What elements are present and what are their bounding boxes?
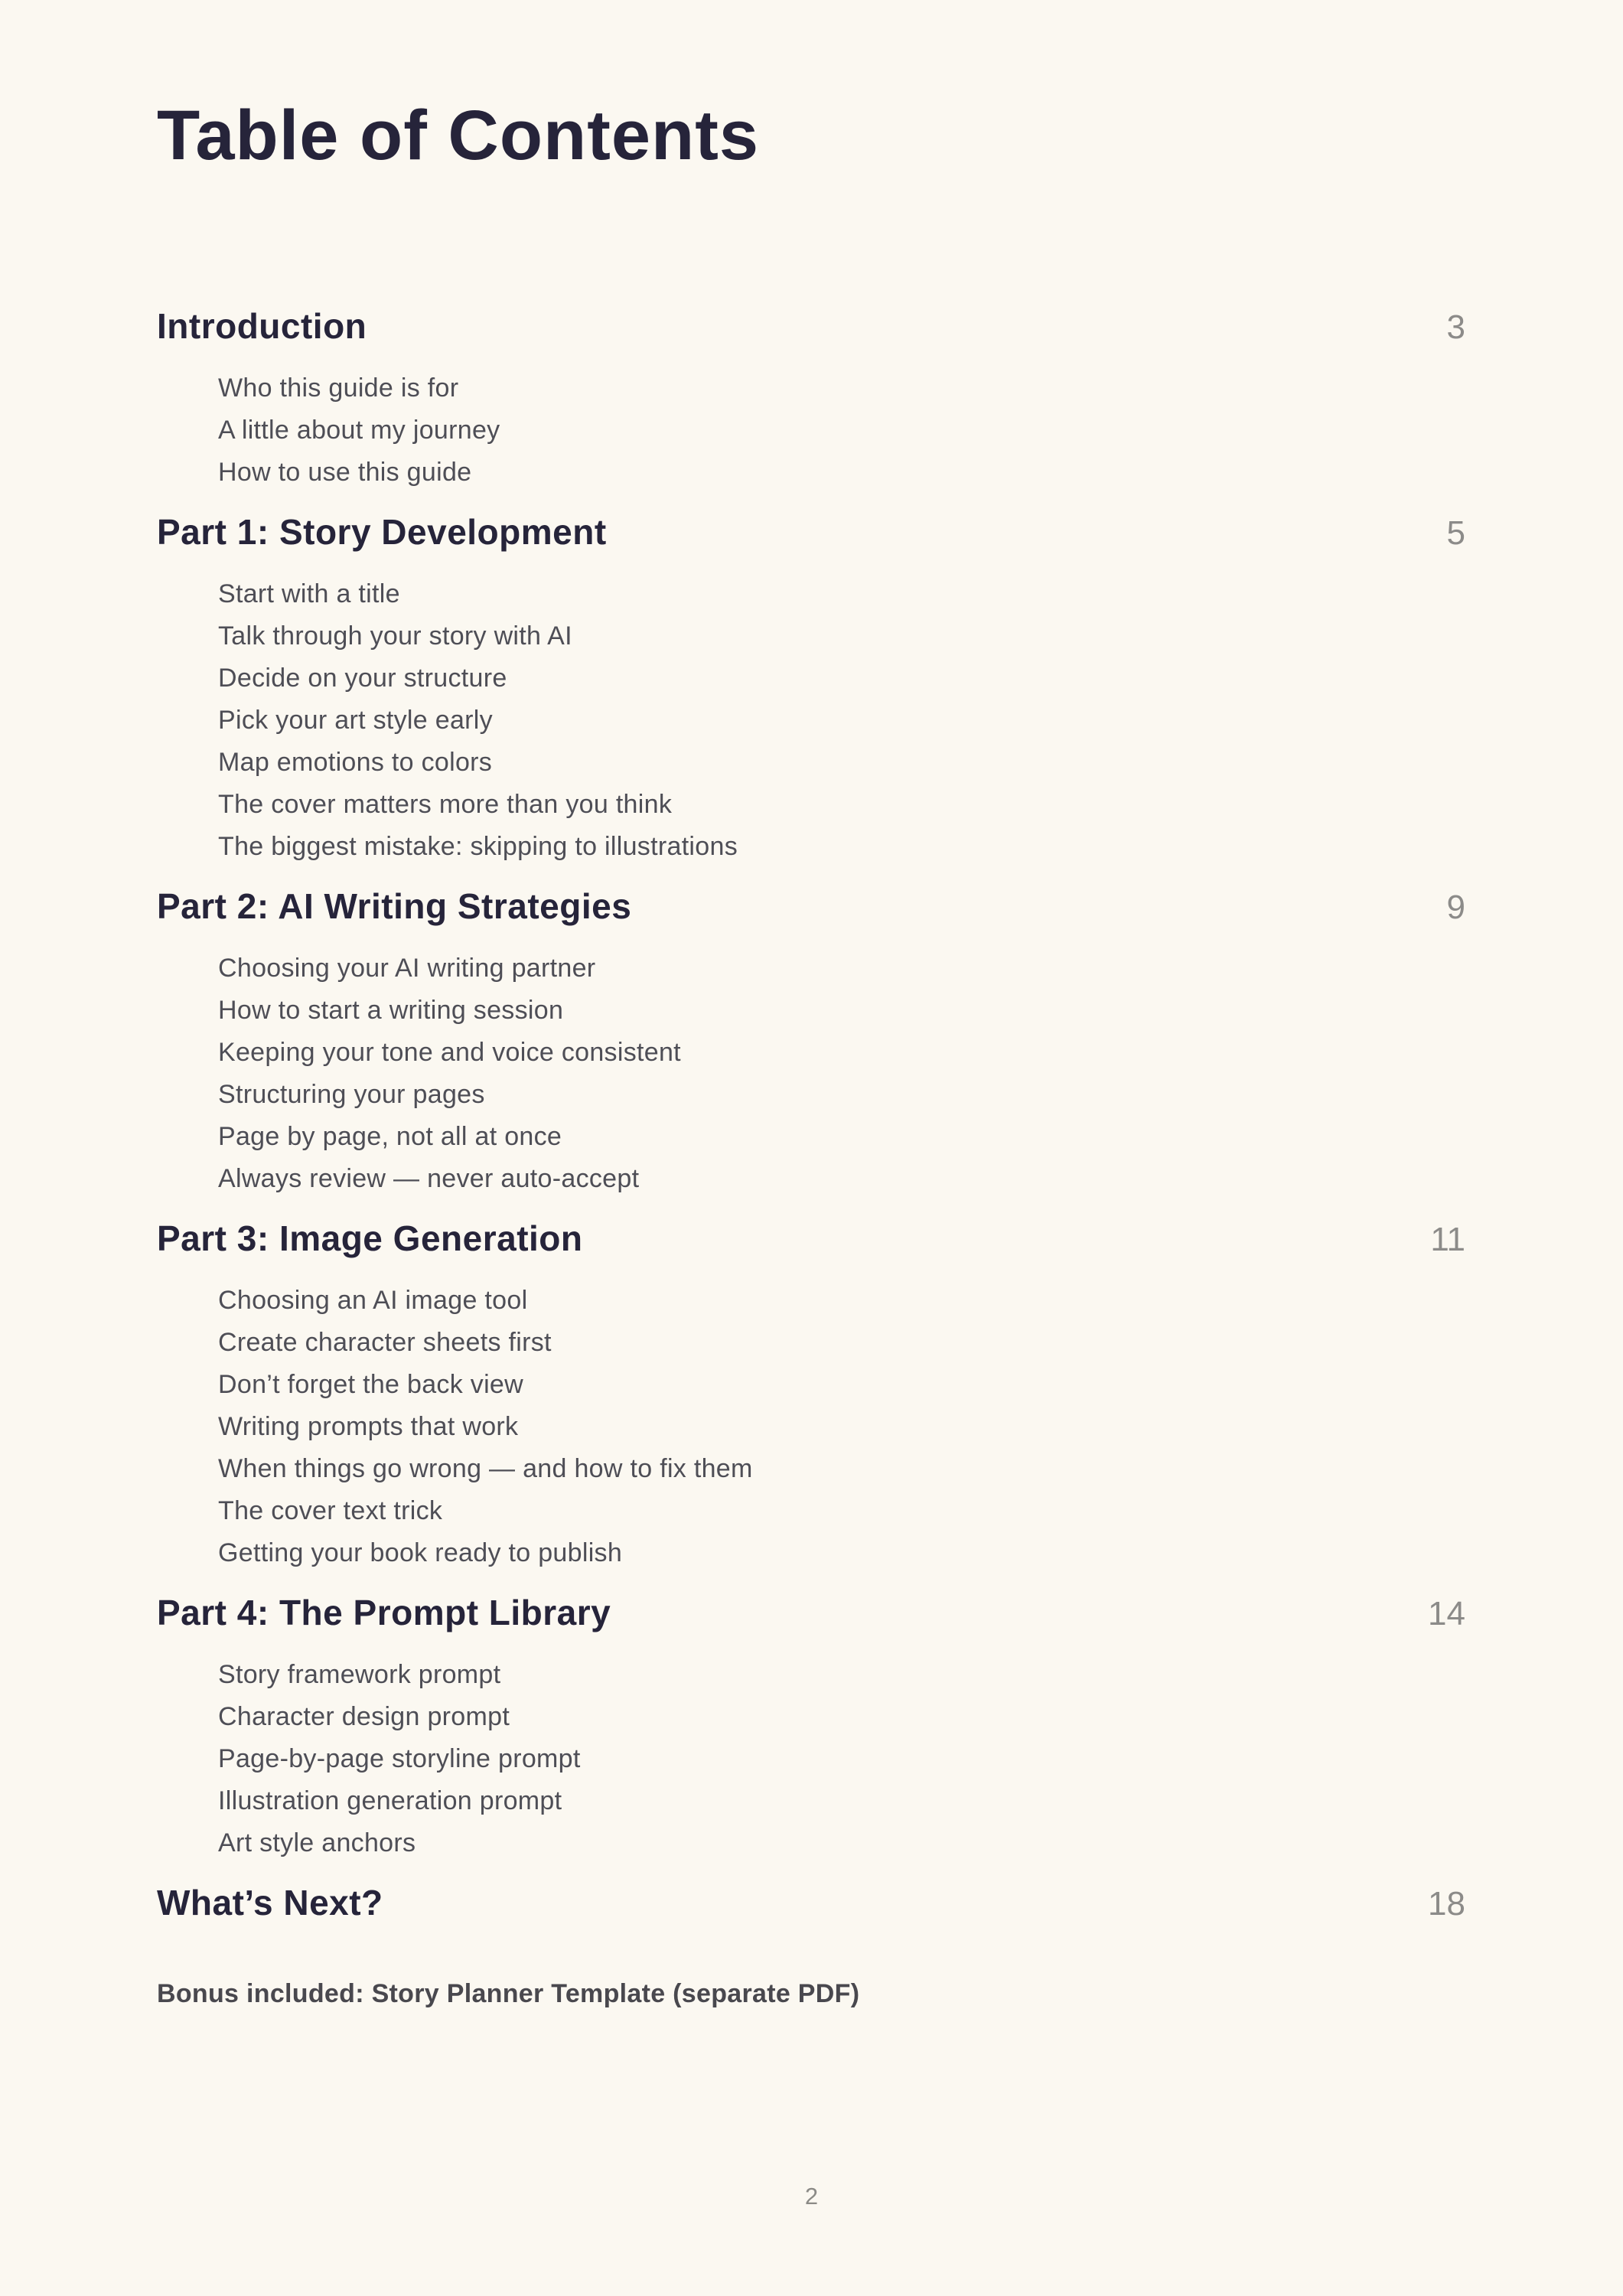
section-page-number: 11: [1430, 1221, 1465, 1258]
section-page-number: 5: [1446, 514, 1465, 552]
toc-section: [157, 1881, 1465, 1926]
toc-item[interactable]: Illustration generation prompt: [218, 1786, 562, 1815]
toc-item[interactable]: Story framework prompt: [218, 1660, 501, 1689]
toc-item[interactable]: Page-by-page storyline prompt: [218, 1744, 581, 1773]
toc-item[interactable]: Decide on your structure: [218, 664, 507, 693]
toc-section-list: [157, 305, 1465, 1926]
toc-item[interactable]: How to start a writing session: [218, 996, 564, 1025]
toc-item[interactable]: Keeping your tone and voice consistent: [218, 1038, 681, 1067]
section-page-number: 14: [1428, 1595, 1465, 1632]
toc-item[interactable]: Create character sheets first: [218, 1328, 552, 1357]
section-items: [157, 573, 1465, 868]
toc-item[interactable]: Map emotions to colors: [218, 748, 493, 777]
toc-section: [157, 510, 1465, 868]
section-page-number: 3: [1446, 308, 1465, 346]
toc-section: [157, 1591, 1465, 1864]
toc-item[interactable]: Character design prompt: [218, 1702, 510, 1731]
toc-section: [157, 1217, 1465, 1574]
section-title[interactable]: Introduction: [157, 306, 367, 346]
footer-page-number: 2: [804, 2183, 819, 2210]
section-page-number: 18: [1428, 1885, 1465, 1923]
toc-section-row[interactable]: [157, 1217, 1465, 1261]
section-items: [157, 1654, 1465, 1864]
section-title[interactable]: Part 2: AI Writing Strategies: [157, 886, 632, 926]
toc-section-row[interactable]: [157, 1881, 1465, 1926]
toc-item[interactable]: Getting your book ready to publish: [218, 1538, 623, 1567]
toc-item[interactable]: The biggest mistake: skipping to illustrations: [218, 832, 738, 861]
section-title[interactable]: Part 1: Story Development: [157, 512, 607, 552]
toc-item[interactable]: Choosing an AI image tool: [218, 1286, 528, 1315]
bonus-note: Bonus included: Story Planner Template (separate PDF): [157, 1979, 860, 2008]
toc-section: [157, 885, 1465, 1200]
section-items: [157, 367, 1465, 494]
toc-section-row[interactable]: [157, 1591, 1465, 1636]
toc-item[interactable]: The cover text trick: [218, 1496, 443, 1525]
toc-item[interactable]: How to use this guide: [218, 458, 472, 487]
section-items: [157, 947, 1465, 1200]
page-title: Table of Contents: [157, 96, 760, 174]
toc-item[interactable]: Structuring your pages: [218, 1080, 485, 1109]
toc-item[interactable]: When things go wrong — and how to fix them: [218, 1454, 753, 1483]
section-title[interactable]: What’s Next?: [157, 1883, 383, 1923]
toc-item[interactable]: A little about my journey: [218, 416, 500, 445]
toc-section: [157, 305, 1465, 494]
section-page-number: 9: [1446, 889, 1465, 926]
toc-item[interactable]: Who this guide is for: [218, 373, 459, 403]
toc-item[interactable]: Don’t forget the back view: [218, 1370, 523, 1399]
toc-item[interactable]: Art style anchors: [218, 1828, 416, 1857]
section-title[interactable]: Part 4: The Prompt Library: [157, 1593, 611, 1632]
toc-item[interactable]: Writing prompts that work: [218, 1412, 519, 1441]
toc-item[interactable]: Pick your art style early: [218, 706, 493, 735]
toc-item[interactable]: Page by page, not all at once: [218, 1122, 562, 1151]
toc-item[interactable]: The cover matters more than you think: [218, 790, 673, 819]
toc-item[interactable]: Talk through your story with AI: [218, 621, 572, 651]
toc-item[interactable]: Always review — never auto-accept: [218, 1164, 640, 1193]
section-items: [157, 1280, 1465, 1574]
toc-section-row[interactable]: [157, 885, 1465, 929]
section-title[interactable]: Part 3: Image Generation: [157, 1218, 583, 1258]
toc-item[interactable]: Choosing your AI writing partner: [218, 954, 596, 983]
toc-section-row[interactable]: [157, 305, 1465, 349]
toc-section-row[interactable]: [157, 510, 1465, 555]
toc-item[interactable]: Start with a title: [218, 579, 400, 608]
